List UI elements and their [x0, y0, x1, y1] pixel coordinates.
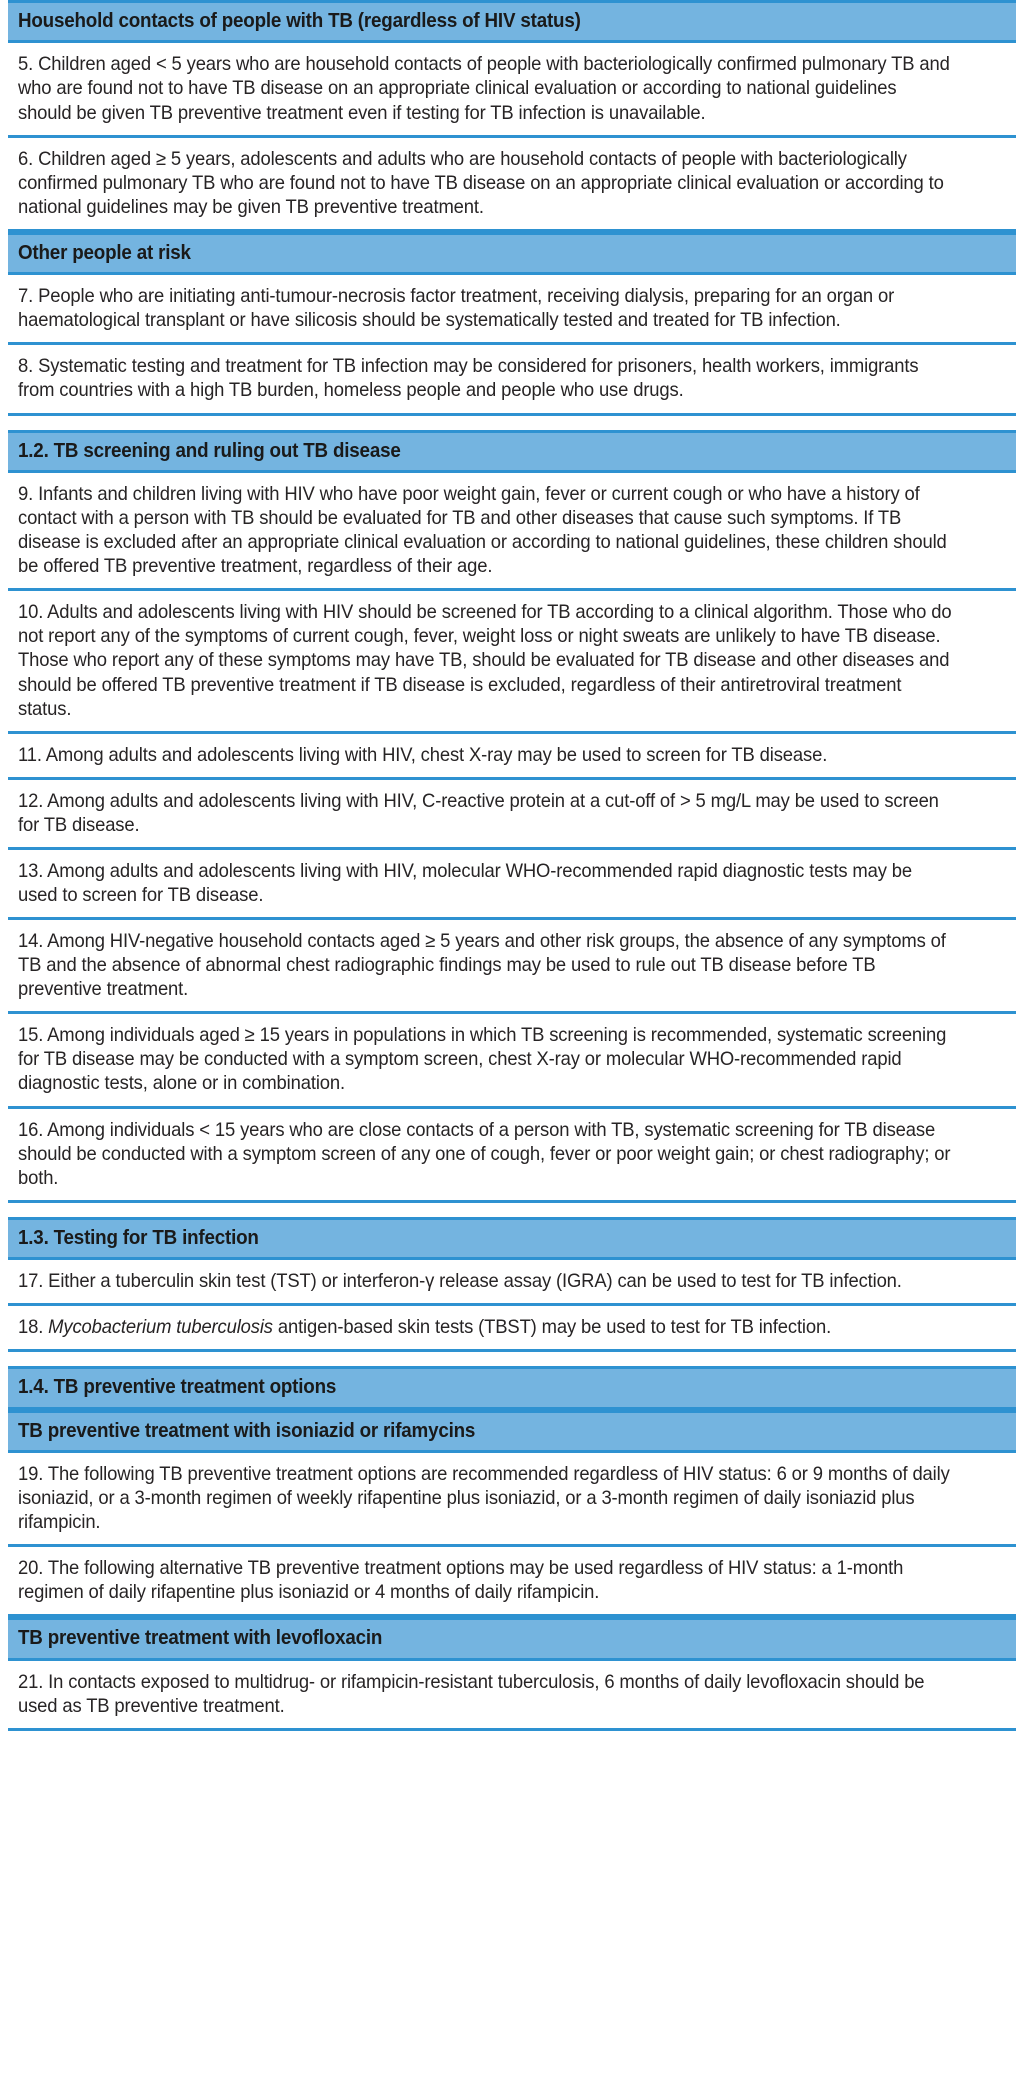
levofloxacin-header-label: TB preventive treatment with levofloxacin: [18, 1627, 383, 1650]
recommendation-9: [8, 473, 1016, 591]
section-gap: [8, 1352, 1016, 1366]
recommendation-18-suffix: antigen-based skin tests (TBST) may be used to test for TB infection.: [272, 1316, 832, 1339]
recommendation-7-text: 7. People who are initiating anti-tumour-necrosis factor treatment, receiving dialysis, preparing for an organ or haematological transplant or have silicosis should be systematically tested and treated for TB infection.: [18, 285, 895, 332]
section-1-3-header: [8, 1217, 1016, 1260]
household-contacts-header: [8, 0, 1016, 43]
recommendation-15-text: 15. Among individuals aged ≥ 15 years in populations in which TB screening is recommended, systematic screening for TB disease may be conducted with a symptom screen, chest X-ray or molecular WHO-recommended rapid diagnostic tests, alone or in combination.: [18, 1024, 947, 1095]
recommendation-17: [8, 1260, 1016, 1306]
recommendation-19: [8, 1453, 1016, 1547]
section-gap: [8, 1203, 1016, 1217]
recommendation-13-text: 13. Among adults and adolescents living with HIV, molecular WHO-recommended rapid diagnostic tests may be used to screen for TB disease.: [18, 859, 912, 906]
section-1-2-header: [8, 430, 1016, 473]
other-people-at-risk-header: [8, 232, 1016, 275]
recommendation-19-text: 19. The following TB preventive treatment options are recommended regardless of HIV status: 6 or 9 months of daily isoniazid, or a 3-month regimen of weekly rifapentine plus isoniazid, or a 3-month regimen of daily isoniazid plus rifampicin.: [18, 1463, 950, 1534]
recommendation-17-text: 17. Either a tuberculin skin test (TST) or interferon-γ release assay (IGRA) can be used to test for TB infection.: [18, 1270, 902, 1293]
recommendation-12-text: 12. Among adults and adolescents living with HIV, C-reactive protein at a cut-off of > 5 mg/L may be used to screen for TB disease.: [18, 789, 939, 836]
section-1-4-header-label: 1.4. TB preventive treatment options: [18, 1376, 337, 1399]
isoniazid-rifamycins-header-label: TB preventive treatment with isoniazid or rifamycins: [18, 1419, 476, 1442]
recommendation-14: [8, 920, 1016, 1014]
recommendation-21: [8, 1661, 1016, 1731]
other-people-at-risk-header-label: Other people at risk: [18, 241, 191, 264]
recommendation-6-text: 6. Children aged ≥ 5 years, adolescents and adults who are household contacts of people with bacteriologically confirmed pulmonary TB who are found not to have TB disease on an appropriate clinical evaluation or according to national guidelines may be given TB preventive treatment.: [18, 147, 944, 218]
recommendation-11-text: 11. Among adults and adolescents living with HIV, chest X-ray may be used to screen for TB disease.: [18, 743, 828, 766]
recommendation-18-species-name: Mycobacterium tuberculosis: [48, 1316, 273, 1339]
recommendation-18-text: [18, 1315, 952, 1339]
recommendation-18: [8, 1306, 1016, 1352]
levofloxacin-header: [8, 1617, 1016, 1660]
recommendation-21-text: 21. In contacts exposed to multidrug- or rifampicin-resistant tuberculosis, 6 months of daily levofloxacin should be used as TB preventive treatment.: [18, 1670, 925, 1717]
recommendation-20-text: 20. The following alternative TB preventive treatment options may be used regardless of HIV status: a 1-month regimen of daily rifapentine plus isoniazid or 4 months of daily rifampicin.: [18, 1557, 904, 1604]
recommendation-11: [8, 734, 1016, 780]
recommendation-8-text: 8. Systematic testing and treatment for TB infection may be considered for prisoners, health workers, immigrants from countries with a high TB burden, homeless people and people who use drugs.: [18, 355, 919, 402]
recommendation-16-text: 16. Among individuals < 15 years who are close contacts of a person with TB, systematic screening for TB disease should be conducted with a symptom screen of any one of cough, fever or poor weight gain; or chest radiography; or both.: [18, 1118, 951, 1189]
isoniazid-rifamycins-header: [8, 1410, 1016, 1453]
recommendation-20: [8, 1547, 1016, 1617]
recommendation-5: [8, 43, 1016, 137]
recommendation-14-text: 14. Among HIV-negative household contacts aged ≥ 5 years and other risk groups, the absence of any symptoms of TB and the absence of abnormal chest radiographic findings may be used to rule out TB disease before TB preventive treatment.: [18, 930, 946, 1001]
recommendation-13: [8, 850, 1016, 920]
recommendation-10-text: 10. Adults and adolescents living with HIV should be screened for TB according to a clinical algorithm. Those who do not report any of the symptoms of current cough, fever, weight loss or night sweats are unlikely to have TB disease. Those who report any of these symptoms may have TB, should be evaluated for TB disease and other diseases and should be offered TB preventive treatment if TB disease is excluded, regardless of their antiretroviral treatment status.: [18, 601, 952, 720]
section-1-2-header-label: 1.2. TB screening and ruling out TB disease: [18, 439, 401, 462]
recommendation-10: [8, 591, 1016, 733]
section-1-3-header-label: 1.3. Testing for TB infection: [18, 1226, 259, 1249]
recommendation-12: [8, 780, 1016, 850]
recommendation-9-text: 9. Infants and children living with HIV who have poor weight gain, fever or current cough or who have a history of contact with a person with TB should be evaluated for TB and other diseases that cause such symptoms. If TB disease is excluded after an appropriate clinical evaluation or according to national guidelines, these children should be offered TB preventive treatment, regardless of their age.: [18, 482, 947, 578]
recommendation-18-prefix: 18.: [18, 1316, 49, 1339]
recommendation-7: [8, 275, 1016, 345]
section-1-4-header: [8, 1366, 1016, 1409]
recommendation-5-text: 5. Children aged < 5 years who are household contacts of people with bacteriologically confirmed pulmonary TB and who are found not to have TB disease on an appropriate clinical evaluation or according to national guidelines should be given TB preventive treatment even if testing for TB infection is unavailable.: [18, 53, 950, 124]
recommendation-6: [8, 138, 1016, 232]
recommendation-15: [8, 1014, 1016, 1108]
recommendation-8: [8, 345, 1016, 415]
section-gap: [8, 416, 1016, 430]
recommendation-16: [8, 1109, 1016, 1203]
household-contacts-header-label: Household contacts of people with TB (regardless of HIV status): [18, 10, 581, 32]
